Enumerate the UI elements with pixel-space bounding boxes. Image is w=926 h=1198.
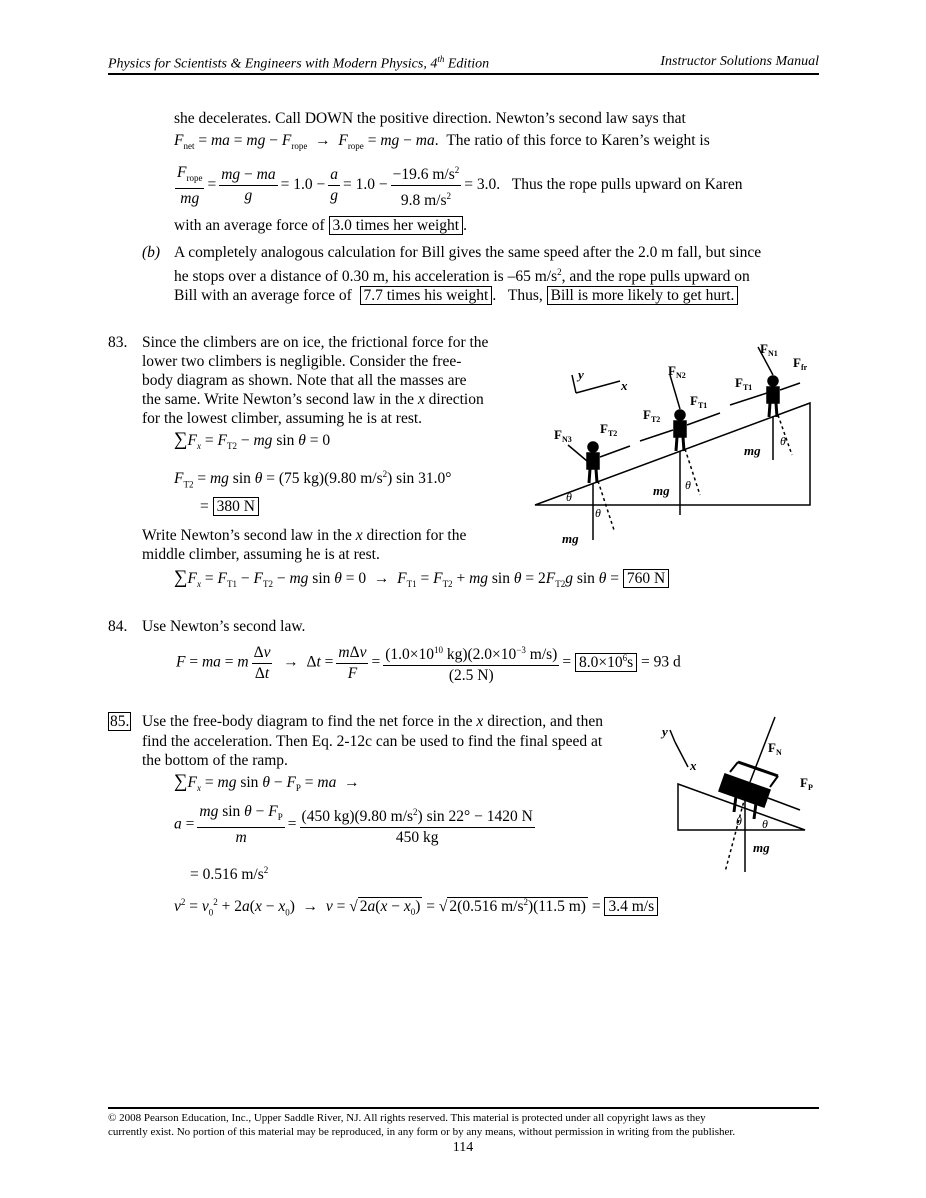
ffr-arrow bbox=[780, 383, 800, 390]
p84-text: Use Newton’s second law. bbox=[142, 618, 306, 635]
theta-bottom: θ bbox=[595, 506, 601, 520]
answer-box-bill: 7.7 times his weight bbox=[360, 286, 493, 305]
ft2-arrow-up bbox=[640, 430, 673, 441]
y-axis-arrow bbox=[572, 375, 576, 393]
answer-box-conclusion: Bill is more likely to get hurt. bbox=[547, 286, 739, 305]
p83-line5: for the lowest climber, assuming he is at rest. bbox=[142, 410, 423, 427]
p85-number: 85. bbox=[110, 713, 130, 730]
mg-label-bottom: mg bbox=[562, 531, 579, 546]
p82-equation1: $F_{net}$ = ma = mg − $F_{rope} \to F_{rope}$ = mg − ma. The ratio of this force to Karen’s weight is bbox=[174, 132, 710, 152]
p84-number: 84. bbox=[108, 618, 128, 635]
p83-ft1-eq: $\sum F_x = F_{T1} - F_{T2}$ − mg $\sin \theta = 0 \to F_{T1} = F_{T2}$ + mg $\sin \theta = 2F_{T2}g$ sin θ = 760 N bbox=[174, 568, 669, 594]
y-axis-arrow bbox=[670, 730, 675, 742]
p82-line4: with an average force of 3.0 times her weight . bbox=[174, 217, 467, 234]
fp-arrow bbox=[768, 798, 800, 810]
p85-line1: Use the free-body diagram to find the net force in the x direction, and then bbox=[142, 713, 603, 730]
theta-slope: θ bbox=[566, 490, 572, 504]
copyright-line2: currently exist. No portion of this material may be reproduced, in any form or by any means, without permission in writing from the publisher. bbox=[108, 1126, 736, 1138]
p85-sum-eq: $\sum F_x$ = mg $\sin \theta - F_P$ = ma → bbox=[174, 771, 360, 794]
x-axis-arrow bbox=[675, 742, 688, 767]
x-axis-label: x bbox=[621, 378, 628, 393]
climber-top bbox=[730, 347, 800, 460]
theta-top: θ bbox=[780, 434, 786, 448]
p82-b-line2: he stops over a distance of 0.30 m, his acceleration is –65 $m/s^2$, and the rope pulls upward on bbox=[174, 267, 750, 286]
ft2-arrow bbox=[600, 446, 630, 457]
p83-line7: middle climber, assuming he is at rest. bbox=[142, 546, 380, 563]
piano-crate bbox=[719, 762, 778, 819]
p82-part-b-label: (b) bbox=[142, 244, 161, 261]
header-rule bbox=[108, 73, 819, 75]
x-axis-arrow bbox=[576, 381, 620, 393]
p85-velocity-eq: $v^2 = v_0^2 + 2a(x - x_0) \to v$ = √ $2a(x - x_0)$ = √ 2(0.516 $m/s^2)(11.5$ m) = 3.4 m/s bbox=[174, 892, 658, 922]
p85-line2: find the acceleration. Then Eq. 2-12c can be used to find the final speed at bbox=[142, 733, 603, 750]
answer-box-p85: 3.4 m/s bbox=[604, 897, 658, 916]
page-number: 114 bbox=[452, 1140, 474, 1155]
p83-line3: body diagram as shown. Note that all the masses are bbox=[142, 372, 467, 389]
p82-b-line3: Bill with an average force of 7.7 times his weight . Thus, Bill is more likely to get hurt. bbox=[174, 286, 738, 305]
theta-angle-2: θ bbox=[762, 817, 768, 831]
ft1-label-top: $F_{T1}$ bbox=[735, 375, 753, 392]
mg-label-middle: mg bbox=[653, 483, 670, 498]
p83-result: = 380 N bbox=[200, 497, 259, 517]
mg-label: mg bbox=[753, 840, 770, 855]
p83-line4: the same. Write Newton’s second law in the x direction bbox=[142, 391, 484, 408]
p82-karen-text: Thus the rope pulls upward on Karen bbox=[511, 176, 743, 194]
answer-box-karen: 3.0 times her weight bbox=[329, 216, 464, 235]
mg-label-top: mg bbox=[744, 443, 761, 458]
p82-line1: she decelerates. Call DOWN the positive direction. Newton’s second law says that bbox=[174, 110, 686, 127]
p85-line3: the bottom of the ramp. bbox=[142, 752, 288, 769]
x-axis-label: x bbox=[690, 758, 697, 773]
climbers-free-body-diagram bbox=[530, 335, 820, 555]
p85-accel-eq: a = $\frac{mg \sin \theta - F_P}{m}$ = $\frac{(450 kg)(9.80 m/s^2) \sin 22^\circ - 1420 N}{450 kg}$ bbox=[174, 803, 533, 847]
p82-ratio-text: The ratio of this force to Karen’s weight is bbox=[446, 132, 710, 149]
climber-middle bbox=[640, 375, 720, 515]
p83-number: 83. bbox=[108, 334, 128, 351]
p83-line2: lower two climbers is negligible. Consider the free- bbox=[142, 353, 462, 370]
answer-box-p83b: 760 N bbox=[623, 569, 669, 588]
footer-rule bbox=[108, 1107, 819, 1109]
p83-ft2-eq: $F_{T2}$ = mg sin θ = (75 kg)(9.80 $m/s^2$) sin 31.0° bbox=[174, 469, 452, 490]
running-header-manual: Instructor Solutions Manual bbox=[660, 54, 819, 69]
theta-middle: θ bbox=[685, 478, 691, 492]
ft2-label-mid: $F_{T2}$ bbox=[643, 407, 661, 424]
ft1-arrow bbox=[687, 413, 720, 425]
running-header-title: Physics for Scientists & Engineers with Modern Physics, 4th Edition bbox=[108, 54, 490, 72]
copyright-line1: © 2008 Pearson Education, Inc., Upper Saddle River, NJ. All rights reserved. This material is protected under all copyright laws as they bbox=[108, 1112, 706, 1124]
ramp-free-body-diagram bbox=[650, 712, 815, 882]
p83-line1: Since the climbers are on ice, the frictional force for the bbox=[142, 334, 489, 351]
climber-bottom bbox=[568, 442, 630, 540]
y-axis-label: y bbox=[578, 367, 584, 382]
ffr-label: $F_{fr}$ bbox=[793, 355, 808, 372]
p82-equation2: $\frac{F_{rope}}{mg}$ = $\frac{mg - ma}{g}$ = 1.0 − $\frac{a}{g}$ = 1.0 − $\frac{-19.6 m/s^2}{9.8 m/s^2}$ = 3.0. Thus the rope pulls upward on Karen bbox=[172, 160, 742, 211]
fn-label: $F_N$ bbox=[768, 740, 782, 757]
answer-box-p83a: 380 N bbox=[213, 497, 259, 516]
fn1-label: $F_{N1}$ bbox=[760, 341, 778, 358]
p85-accel-result: = 0.516 $m/s^2$ bbox=[190, 865, 269, 884]
p82-b-line1: A completely analogous calculation for Bill gives the same speed after the 2.0 m fall, but since bbox=[174, 244, 762, 261]
theta-angle-1: θ bbox=[736, 814, 742, 828]
answer-box-p84: $8.0\times 10^6s$ bbox=[575, 653, 637, 672]
fn2-arrow bbox=[670, 375, 680, 409]
p83-sum-eq: $\sum F_x = F_{T2}$ − mg sin θ = 0 bbox=[174, 429, 331, 452]
p83-line6: Write Newton’s second law in the x direction for the bbox=[142, 527, 467, 544]
fn2-label: $F_{N2}$ bbox=[668, 363, 686, 380]
y-axis-label: y bbox=[662, 724, 668, 739]
ft2-label: $F_{T2}$ bbox=[600, 421, 618, 438]
ice-slope bbox=[535, 403, 810, 505]
ft1-arrow-up bbox=[730, 393, 767, 405]
fp-label: $F_P$ bbox=[800, 775, 813, 792]
p84-equation: F = ma = m $\frac{\Delta v}{\Delta t}$ → Δt = $\frac{\text{mΔv}}{F}$ = $\frac{(1.0\times 10^{10} kg)(2.0\times 10^{-3} m/s)}{(2.5 N)}$ = $8.0\times 10^6s = 93$ d bbox=[176, 640, 681, 686]
ft1-label: $F_{T1}$ bbox=[690, 393, 708, 410]
fn3-label: $F_{N3}$ bbox=[554, 427, 572, 444]
fn3-arrow bbox=[568, 445, 587, 461]
